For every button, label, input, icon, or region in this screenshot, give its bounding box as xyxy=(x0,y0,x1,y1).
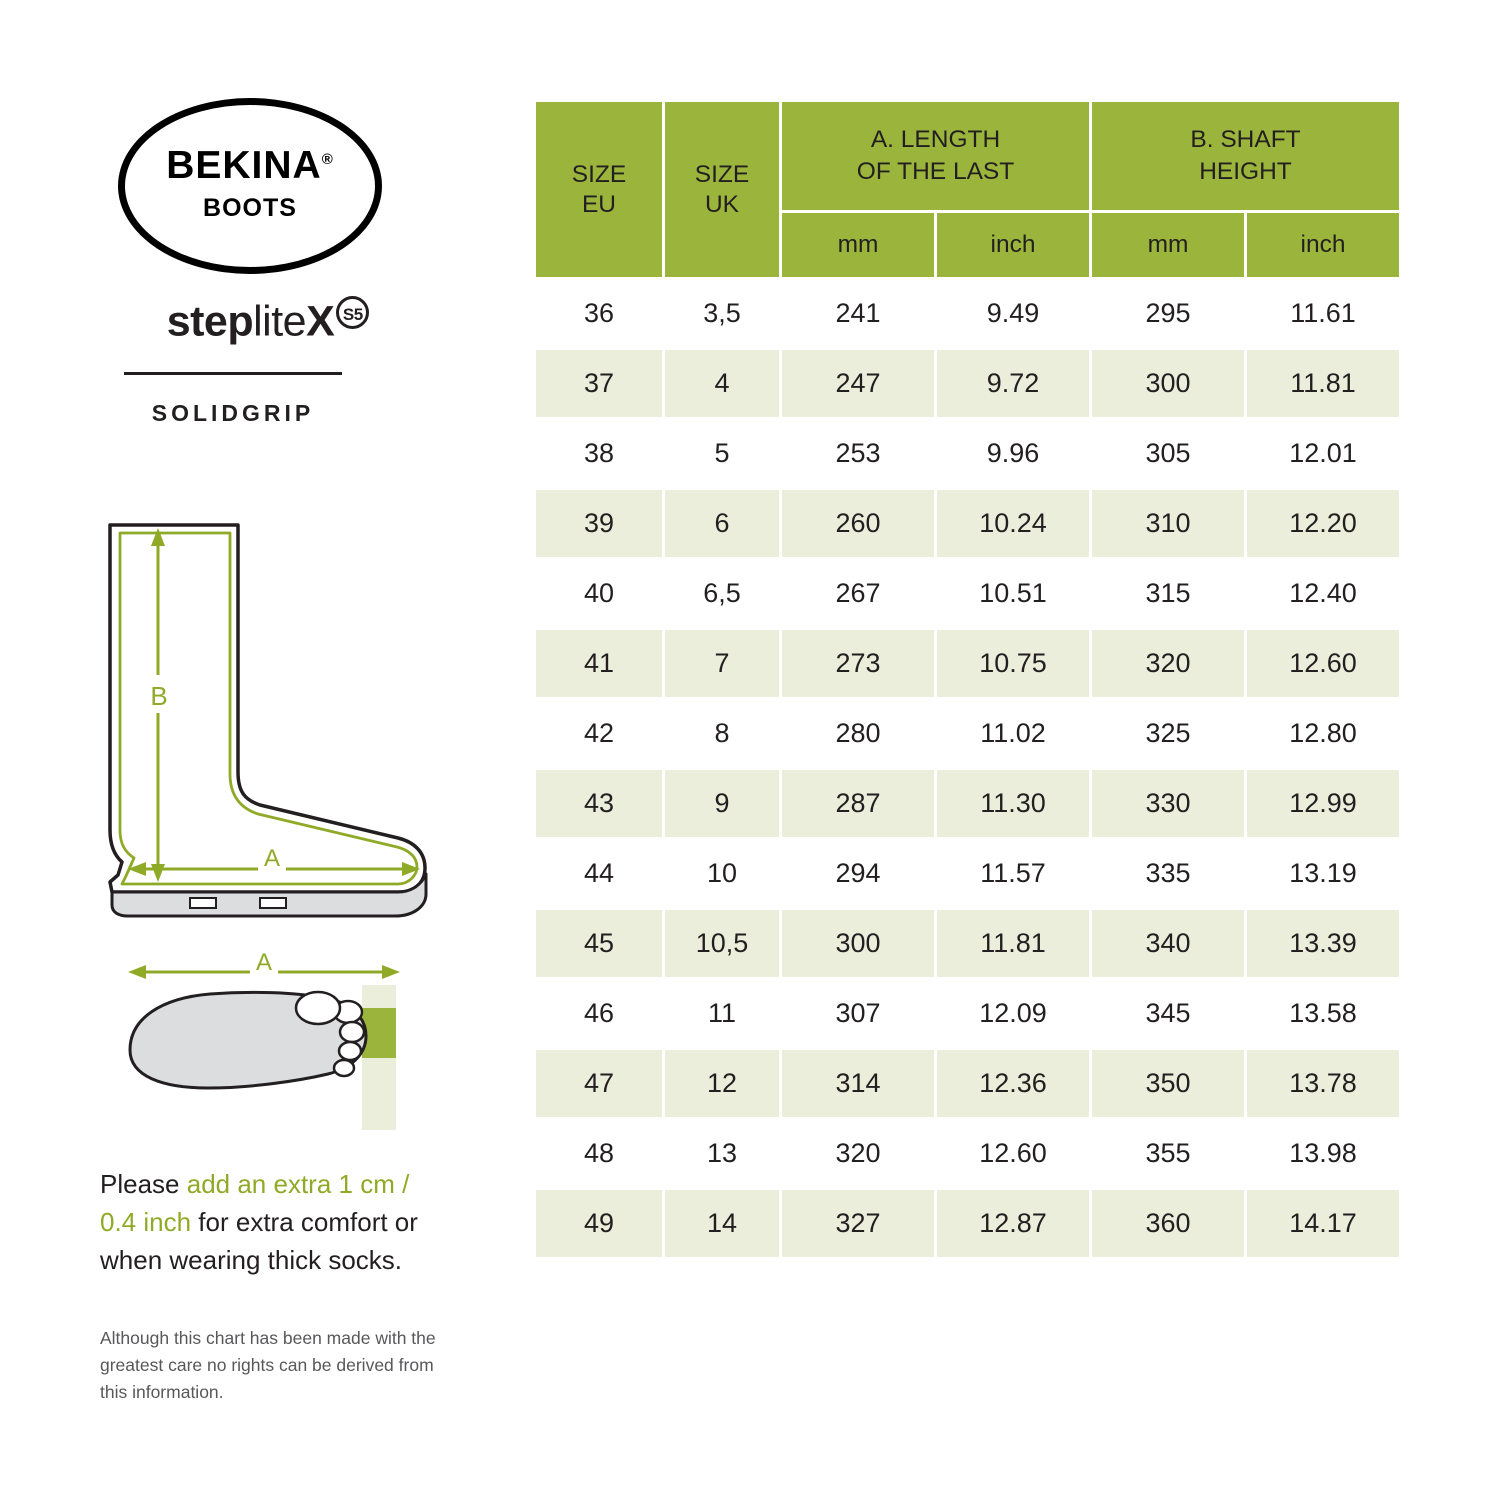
brand-name-text: BEKINA xyxy=(166,144,322,187)
foot-diagram-svg xyxy=(100,950,430,1140)
table-header-row-1 xyxy=(536,102,1399,210)
cell-size-eu: 43 xyxy=(536,770,662,837)
cell-size-uk: 10 xyxy=(665,840,779,907)
cell-length-inch: 12.36 xyxy=(937,1050,1089,1117)
cell-shaft-mm: 300 xyxy=(1092,350,1244,417)
cell-length-inch: 9.49 xyxy=(937,280,1089,347)
cell-shaft-inch: 13.98 xyxy=(1247,1120,1399,1187)
cell-size-uk: 7 xyxy=(665,630,779,697)
product-name xyxy=(167,296,370,346)
product-name-part3: X xyxy=(306,297,335,346)
product-name-part1: step xyxy=(166,297,254,346)
header-size-uk-line1: SIZE xyxy=(694,160,750,188)
cell-size-uk: 9 xyxy=(665,770,779,837)
header-size-eu-line2: EU xyxy=(581,190,617,218)
cell-shaft-inch: 12.40 xyxy=(1247,560,1399,627)
cell-length-mm: 287 xyxy=(782,770,934,837)
cell-shaft-inch: 13.39 xyxy=(1247,910,1399,977)
table-row xyxy=(536,980,1399,1047)
boot-label-b: B xyxy=(150,681,168,711)
boot-diagram xyxy=(70,500,460,920)
cell-shaft-mm: 350 xyxy=(1092,1050,1244,1117)
cell-size-uk: 5 xyxy=(665,420,779,487)
cell-length-inch: 11.57 xyxy=(937,840,1089,907)
table-row xyxy=(536,490,1399,557)
cell-shaft-inch: 12.60 xyxy=(1247,630,1399,697)
size-table-body xyxy=(536,280,1399,1257)
size-table-head xyxy=(536,102,1399,277)
s5-badge: S5 xyxy=(336,296,369,329)
comfort-note-highlight: add an extra 1 cm / 0.4 inch xyxy=(100,1169,410,1237)
cell-shaft-mm: 320 xyxy=(1092,630,1244,697)
cell-size-eu: 39 xyxy=(536,490,662,557)
cell-shaft-mm: 325 xyxy=(1092,700,1244,767)
header-group-shaft-line1: B. SHAFT xyxy=(1190,126,1301,153)
cell-shaft-mm: 330 xyxy=(1092,770,1244,837)
table-row xyxy=(536,560,1399,627)
cell-size-eu: 42 xyxy=(536,700,662,767)
header-group-length-line2: OF THE LAST xyxy=(856,158,1015,185)
cell-shaft-mm: 360 xyxy=(1092,1190,1244,1257)
cell-size-eu: 37 xyxy=(536,350,662,417)
cell-shaft-mm: 310 xyxy=(1092,490,1244,557)
header-size-uk xyxy=(665,102,779,277)
sole-tread-1 xyxy=(190,898,216,908)
comfort-note-prefix: Please xyxy=(100,1169,187,1199)
cell-shaft-inch: 11.81 xyxy=(1247,350,1399,417)
cell-length-inch: 10.51 xyxy=(937,560,1089,627)
size-table xyxy=(533,99,1402,1260)
cell-shaft-mm: 340 xyxy=(1092,910,1244,977)
cell-shaft-inch: 12.80 xyxy=(1247,700,1399,767)
left-panel xyxy=(0,0,500,1500)
cell-size-eu: 45 xyxy=(536,910,662,977)
cell-size-uk: 3,5 xyxy=(665,280,779,347)
cell-size-eu: 38 xyxy=(536,420,662,487)
brand-subtitle: BOOTS xyxy=(203,194,297,222)
cell-size-uk: 13 xyxy=(665,1120,779,1187)
cell-size-eu: 36 xyxy=(536,280,662,347)
product-series: SOLIDGRIP xyxy=(151,400,315,426)
cell-size-uk: 14 xyxy=(665,1190,779,1257)
comfort-note-suffix: for extra comfort or when wearing thick socks. xyxy=(100,1207,418,1275)
header-group-shaft-line2: HEIGHT xyxy=(1199,158,1292,185)
cell-size-uk: 6,5 xyxy=(665,560,779,627)
cell-length-mm: 267 xyxy=(782,560,934,627)
cell-length-mm: 241 xyxy=(782,280,934,347)
cell-length-mm: 260 xyxy=(782,490,934,557)
cell-size-uk: 10,5 xyxy=(665,910,779,977)
cell-size-eu: 44 xyxy=(536,840,662,907)
cell-length-inch: 12.87 xyxy=(937,1190,1089,1257)
table-row xyxy=(536,280,1399,347)
product-name-block xyxy=(118,296,418,346)
cell-shaft-inch: 12.01 xyxy=(1247,420,1399,487)
header-group-length xyxy=(782,102,1089,210)
cell-shaft-mm: 345 xyxy=(1092,980,1244,1047)
table-row xyxy=(536,630,1399,697)
cell-length-inch: 9.96 xyxy=(937,420,1089,487)
table-row xyxy=(536,700,1399,767)
table-row xyxy=(536,420,1399,487)
cell-length-mm: 253 xyxy=(782,420,934,487)
cell-shaft-inch: 12.20 xyxy=(1247,490,1399,557)
foot-length-arrow-left xyxy=(128,965,146,979)
cell-length-mm: 307 xyxy=(782,980,934,1047)
cell-length-inch: 12.60 xyxy=(937,1120,1089,1187)
cell-length-mm: 247 xyxy=(782,350,934,417)
disclaimer-note: Although this chart has been made with the greatest care no rights can be derived from this information. xyxy=(100,1328,436,1402)
table-row xyxy=(536,770,1399,837)
cell-length-inch: 10.24 xyxy=(937,490,1089,557)
cell-length-mm: 273 xyxy=(782,630,934,697)
table-row xyxy=(536,1190,1399,1257)
foot-label-a: A xyxy=(255,950,273,976)
cell-length-mm: 314 xyxy=(782,1050,934,1117)
header-group-shaft xyxy=(1092,102,1399,210)
divider xyxy=(124,372,342,375)
cell-length-inch: 11.30 xyxy=(937,770,1089,837)
cell-size-eu: 47 xyxy=(536,1050,662,1117)
header-unit-mm-length: mm xyxy=(782,213,934,277)
header-size-uk-line2: UK xyxy=(704,190,740,218)
cell-shaft-mm: 315 xyxy=(1092,560,1244,627)
header-unit-inch-shaft: inch xyxy=(1247,213,1399,277)
cell-shaft-mm: 355 xyxy=(1092,1120,1244,1187)
cell-length-mm: 294 xyxy=(782,840,934,907)
cell-shaft-inch: 14.17 xyxy=(1247,1190,1399,1257)
cell-length-mm: 320 xyxy=(782,1120,934,1187)
cell-size-eu: 48 xyxy=(536,1120,662,1187)
boot-label-a: A xyxy=(263,845,281,872)
cell-length-mm: 280 xyxy=(782,700,934,767)
cell-shaft-inch: 11.61 xyxy=(1247,280,1399,347)
cell-length-inch: 9.72 xyxy=(937,350,1089,417)
cell-size-eu: 46 xyxy=(536,980,662,1047)
cell-size-uk: 11 xyxy=(665,980,779,1047)
cell-shaft-mm: 335 xyxy=(1092,840,1244,907)
header-group-length-line1: A. LENGTH xyxy=(870,126,1001,153)
foot-length-arrow-right xyxy=(382,965,400,979)
cell-length-inch: 11.81 xyxy=(937,910,1089,977)
product-name-part2: lite xyxy=(253,297,307,346)
cell-size-uk: 8 xyxy=(665,700,779,767)
header-unit-inch-length: inch xyxy=(937,213,1089,277)
cell-size-uk: 12 xyxy=(665,1050,779,1117)
cell-size-uk: 4 xyxy=(665,350,779,417)
cell-length-inch: 11.02 xyxy=(937,700,1089,767)
cell-shaft-inch: 13.19 xyxy=(1247,840,1399,907)
cell-shaft-inch: 13.78 xyxy=(1247,1050,1399,1117)
toe-4 xyxy=(334,1060,354,1076)
header-size-eu xyxy=(536,102,662,277)
cell-length-inch: 10.75 xyxy=(937,630,1089,697)
sole-tread-2 xyxy=(260,898,286,908)
foot-diagram xyxy=(100,950,430,1140)
toe-2 xyxy=(340,1022,364,1042)
toe-big xyxy=(296,992,340,1024)
cell-shaft-mm: 295 xyxy=(1092,280,1244,347)
table-row xyxy=(536,910,1399,977)
cell-shaft-inch: 13.58 xyxy=(1247,980,1399,1047)
table-row xyxy=(536,840,1399,907)
cell-shaft-inch: 12.99 xyxy=(1247,770,1399,837)
cell-size-eu: 41 xyxy=(536,630,662,697)
comfort-note xyxy=(100,1165,440,1279)
cell-length-mm: 300 xyxy=(782,910,934,977)
cell-size-eu: 49 xyxy=(536,1190,662,1257)
boot-diagram-svg xyxy=(70,500,460,920)
cell-length-inch: 12.09 xyxy=(937,980,1089,1047)
cell-length-mm: 327 xyxy=(782,1190,934,1257)
cell-size-uk: 6 xyxy=(665,490,779,557)
brand-name xyxy=(118,144,382,188)
table-row xyxy=(536,1050,1399,1117)
cell-shaft-mm: 305 xyxy=(1092,420,1244,487)
header-unit-mm-shaft: mm xyxy=(1092,213,1244,277)
header-size-eu-line1: SIZE xyxy=(571,160,627,188)
table-row xyxy=(536,1120,1399,1187)
brand-logo xyxy=(118,98,388,278)
toe-3 xyxy=(339,1042,361,1060)
table-row xyxy=(536,350,1399,417)
cell-size-eu: 40 xyxy=(536,560,662,627)
registered-mark: ® xyxy=(321,151,334,168)
